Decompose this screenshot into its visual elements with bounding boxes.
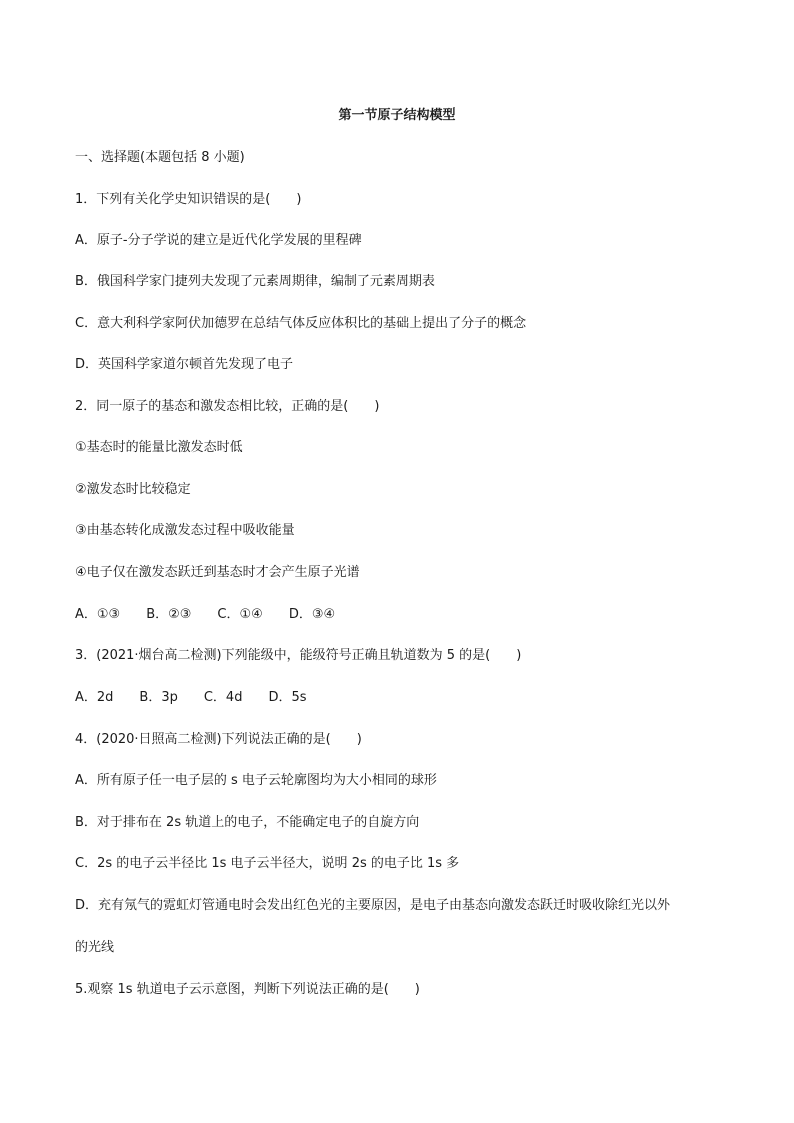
question-4-stem: 4．(2020·日照高二检测)下列说法正确的是( )	[75, 732, 362, 747]
page-title: 第一节原子结构模型	[338, 108, 456, 123]
question-2-statement-1: ①基态时的能量比激发态时低	[75, 440, 243, 455]
question-1-stem: 1．下列有关化学史知识错误的是( )	[75, 192, 302, 207]
question-3-stem: 3．(2021·烟台高二检测)下列能级中，能级符号正确且轨道数为 5 的是( )	[75, 648, 522, 663]
question-2-statement-2: ②激发态时比较稳定	[75, 482, 191, 497]
question-2-options: A．①③ B．②③ C．①④ D．③④	[75, 607, 336, 622]
question-4-option-b: B．对于排布在 2s 轨道上的电子，不能确定电子的自旋方向	[75, 815, 420, 830]
question-2-statement-4: ④电子仅在激发态跃迁到基态时才会产生原子光谱	[75, 565, 360, 580]
question-4-option-d: D．充有氖气的霓虹灯管通电时会发出红色光的主要原因，是电子由基态向激发态跃迁时吸收除红光以外	[75, 898, 671, 913]
question-2-statement-3: ③由基态转化成激发态过程中吸收能量	[75, 523, 295, 538]
question-2-stem: 2．同一原子的基态和激发态相比较，正确的是( )	[75, 399, 380, 414]
question-1-option-c: C．意大利科学家阿伏加德罗在总结气体反应体积比的基础上提出了分子的概念	[75, 316, 527, 331]
question-4-option-c: C．2s 的电子云半径比 1s 电子云半径大，说明 2s 的电子比 1s 多	[75, 856, 460, 871]
question-1-option-d: D．英国科学家道尔顿首先发现了电子	[75, 357, 294, 372]
question-4-option-d-continuation: 的光线	[75, 940, 115, 955]
question-1-option-b: B．俄国科学家门捷列夫发现了元素周期律，编制了元素周期表	[75, 274, 435, 289]
question-1-option-a: A．原子-分子学说的建立是近代化学发展的里程碑	[75, 233, 362, 248]
question-3-options: A．2d B．3p C．4d D．5s	[75, 690, 307, 705]
question-5-stem: 5.观察 1s 轨道电子云示意图，判断下列说法正确的是( )	[75, 982, 420, 997]
section-heading: 一、选择题(本题包括 8 小题)	[75, 150, 245, 165]
question-4-option-a: A．所有原子任一电子层的 s 电子云轮廓图均为大小相同的球形	[75, 773, 437, 788]
